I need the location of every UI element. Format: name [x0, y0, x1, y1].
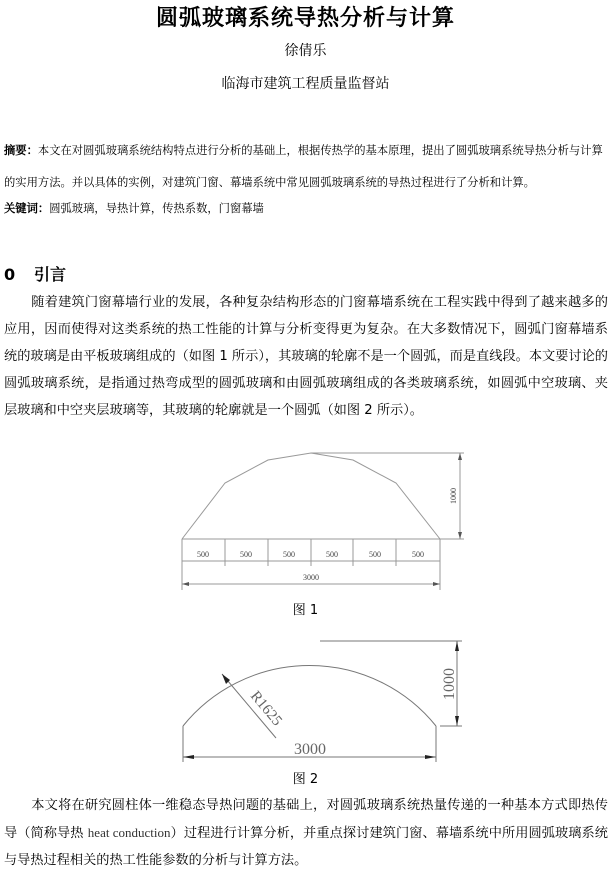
figure-2-width-label: 3000	[294, 741, 326, 758]
figure-2-height-label: 1000	[441, 668, 458, 700]
figure-2-arrow-left	[183, 755, 194, 759]
figure-1-arrow-right-total	[433, 582, 440, 586]
figure-2-arrow-up	[455, 641, 459, 651]
figure-2-arc-profile	[183, 666, 436, 730]
author-affiliation: 临海市建筑工程质量监督站	[221, 76, 390, 92]
abstract-label: 摘要：	[4, 144, 38, 157]
figure-1-arrow-up	[458, 453, 462, 460]
intro-paragraph-2-text-b: ）过程进行计算分析，并重点探讨建筑门窗、幕墙系统中所用圆弧玻璃系统与导热过程相关的热工性能参数的分析与计算方法。	[4, 826, 608, 868]
figure-1-segment-label: 500	[283, 550, 295, 559]
figure-1-arrow-left-total	[182, 582, 189, 586]
figure-2-radius-label: R1625	[246, 688, 285, 730]
figure-1-arrow-down	[458, 532, 462, 539]
figure-1-segment-label: 500	[240, 550, 252, 559]
abstract-text: 本文在对圆弧玻璃系统结构特点进行分析的基础上，根据传热学的基本原理，提出了圆弧玻璃系统导热分析与计算的实用方法。并以具体的实例，对建筑门窗、幕墙系统中常见圆弧玻璃系统的导热过程进行了分析和计算。	[4, 144, 603, 189]
figure-1-total-label: 3000	[303, 573, 319, 582]
figure-1-segment-label: 500	[369, 550, 381, 559]
section-title: 引言	[34, 265, 67, 284]
figure-2-caption: 图 2	[292, 772, 319, 787]
intro-paragraph-2	[4, 792, 608, 874]
figure-2-diagram	[0, 620, 611, 770]
intro-paragraph-1-text: 随着建筑门窗幕墙行业的发展，各种复杂结构形态的门窗幕墙系统在工程实践中得到了越来越多的应用，因而使得对这类系统的热工性能的计算与分析变得更为复杂。在大多数情况下，圆弧门窗幕墙系统的玻璃是由平板玻璃组成的（如图 1 所示），其玻璃的轮廓不是一个圆弧，而是直线段。本文要讨论的圆弧玻璃系统，是指通过热弯成型的圆弧玻璃和由圆弧玻璃组成的各类玻璃系统，如圆弧中空玻璃、夹层玻璃和中空夹层玻璃等，其玻璃的轮廓就是一个圆弧（如图 2 所示）。	[4, 295, 608, 418]
figure-1-caption: 图 1	[292, 603, 319, 618]
figure-1-polyline-profile	[182, 453, 440, 539]
figure-1-segment-label: 500	[197, 550, 209, 559]
figure-1-segment-label: 500	[326, 550, 338, 559]
keywords-label: 关键词：	[4, 202, 50, 215]
intro-paragraph-2-text-a: 本文将在研究圆柱体一维稳态导热问题的基础上，对圆弧玻璃系统热量传递的一种基本方式即热传导（简称导热	[4, 798, 608, 841]
figure-2-arrow-right	[425, 755, 436, 759]
figure-2-arrow-down	[455, 716, 459, 726]
intro-paragraph-2-english-term: heat conduction	[87, 825, 171, 840]
section-number: 0	[4, 265, 16, 284]
author-name: 徐倩乐	[284, 43, 327, 59]
paper-title: 圆弧玻璃系统导热分析与计算	[155, 6, 455, 31]
keywords-text: 圆弧玻璃，导热计算，传热系数，门窗幕墙	[49, 202, 264, 215]
figure-1-segment-label: 500	[412, 550, 424, 559]
figure-1-height-label: 1000	[449, 488, 458, 504]
